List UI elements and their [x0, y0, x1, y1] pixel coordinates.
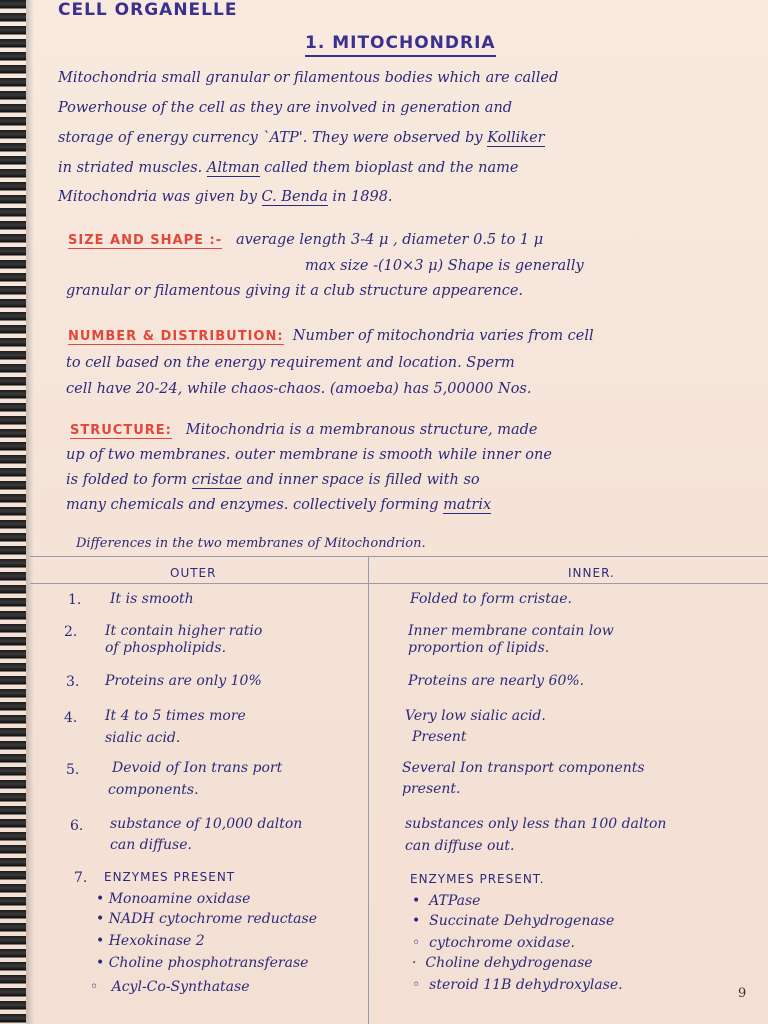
outer-cell: It contain higher ratio	[105, 623, 263, 639]
outer-cell: It 4 to 5 times more	[105, 708, 246, 724]
list-item: • Hexokinase 2	[96, 933, 205, 949]
intro-line-3: storage of energy currency `ATP'. They were observed by Kolliker	[58, 130, 545, 146]
row-number: 6.	[70, 818, 84, 834]
inner-cell: Inner membrane contain low	[408, 623, 614, 639]
table-top-rule	[30, 556, 768, 557]
outer-cell: sialic acid.	[105, 730, 181, 746]
altman-name: Altman	[206, 160, 260, 176]
structure-line-4: many chemicals and enzymes. collectively forming matrix	[66, 497, 492, 513]
size-heading: SIZE AND SHAPE :-	[68, 233, 223, 248]
inner-cell: can diffuse out.	[405, 838, 515, 854]
structure-heading: STRUCTURE:	[70, 423, 172, 438]
enzymes-inner-title: ENZYMES PRESENT.	[410, 872, 545, 886]
page-title: 1. MITOCHONDRIA	[305, 33, 496, 57]
list-item: · Choline dehydrogenase	[412, 955, 593, 971]
row-number: 7.	[74, 870, 88, 886]
intro-line-4: in striated muscles. Altman called them bioplast and the name	[58, 160, 519, 176]
inner-cell: Proteins are nearly 60%.	[408, 673, 585, 689]
spiral-binding	[0, 0, 26, 1024]
table-column-divider	[368, 556, 369, 1024]
outer-cell: can diffuse.	[110, 837, 192, 853]
cristae-term: cristae	[191, 472, 242, 488]
inner-cell: Very low sialic acid.	[405, 708, 546, 724]
structure-line-1: STRUCTURE: Mitochondria is a membranous structure, made	[70, 422, 538, 438]
number-line-2: to cell based on the energy requirement and location. Sperm	[66, 355, 515, 371]
intro-line-1: Mitochondria small granular or filamentous bodies which are called	[58, 70, 559, 86]
list-item: • Choline phosphotransferase	[96, 955, 309, 971]
number-heading: NUMBER & DISTRIBUTION:	[68, 329, 284, 344]
column-header-inner: INNER.	[568, 566, 615, 580]
outer-cell: substance of 10,000 dalton	[110, 816, 303, 832]
intro-line-5: Mitochondria was given by C. Benda in 1898.	[58, 189, 393, 205]
structure-line-2: up of two membranes. outer membrane is smooth while inner one	[66, 447, 552, 463]
list-item: • NADH cytochrome reductase	[96, 911, 317, 927]
column-header-outer: OUTER	[170, 566, 217, 580]
inner-cell: substances only less than 100 dalton	[405, 816, 667, 832]
outer-cell: It is smooth	[110, 591, 194, 607]
list-item: • Monoamine oxidase	[96, 891, 251, 907]
inner-cell: Several Ion transport components	[402, 760, 645, 776]
row-number: 3.	[66, 674, 80, 690]
differences-caption: Differences in the two membranes of Mitochondrion.	[76, 536, 426, 551]
list-item: ◦ cytochrome oxidase.	[412, 935, 575, 951]
size-line-1: SIZE AND SHAPE :- average length 3-4 μ , diameter 0.5 to 1 μ	[68, 232, 544, 248]
inner-cell: Folded to form cristae.	[410, 591, 572, 607]
outer-cell: Devoid of Ion trans port	[112, 760, 283, 776]
row-number: 4.	[64, 710, 78, 726]
table-header-rule	[30, 583, 768, 584]
outer-cell: components.	[108, 782, 199, 798]
outer-cell: Proteins are only 10%	[105, 673, 262, 689]
inner-cell: present.	[402, 781, 461, 797]
intro-line-2: Powerhouse of the cell as they are involved in generation and	[58, 100, 513, 116]
number-line-1: NUMBER & DISTRIBUTION: Number of mitochondria varies from cell	[68, 328, 594, 344]
number-line-3: cell have 20-24, while chaos-chaos. (amoeba) has 5,00000 Nos.	[66, 381, 532, 397]
matrix-term: matrix	[443, 497, 492, 513]
size-line-3: granular or filamentous giving it a club structure appearence.	[66, 283, 524, 299]
size-line-2: max size -(10×3 μ) Shape is generally	[305, 258, 584, 274]
benda-name: C. Benda	[261, 189, 328, 205]
list-item: • Succinate Dehydrogenase	[412, 913, 615, 929]
inner-cell: Present	[412, 729, 467, 745]
row-number: 2.	[64, 624, 78, 640]
outer-cell: of phospholipids.	[105, 640, 227, 656]
inner-cell: proportion of lipids.	[408, 640, 550, 656]
list-item: ◦ Acyl-Co-Synthatase	[90, 979, 250, 995]
page-number: 9	[738, 986, 747, 1001]
kolliker-name: Kolliker	[487, 130, 545, 146]
structure-line-3: is folded to form cristae and inner space is filled with so	[66, 472, 480, 488]
page-header: CELL ORGANELLE	[58, 0, 238, 20]
row-number: 1.	[68, 592, 82, 608]
row-number: 5.	[66, 762, 80, 778]
list-item: • ATPase	[412, 893, 481, 909]
list-item: ◦ steroid 11B dehydroxylase.	[412, 977, 623, 993]
enzymes-outer-title: ENZYMES PRESENT	[104, 870, 236, 884]
